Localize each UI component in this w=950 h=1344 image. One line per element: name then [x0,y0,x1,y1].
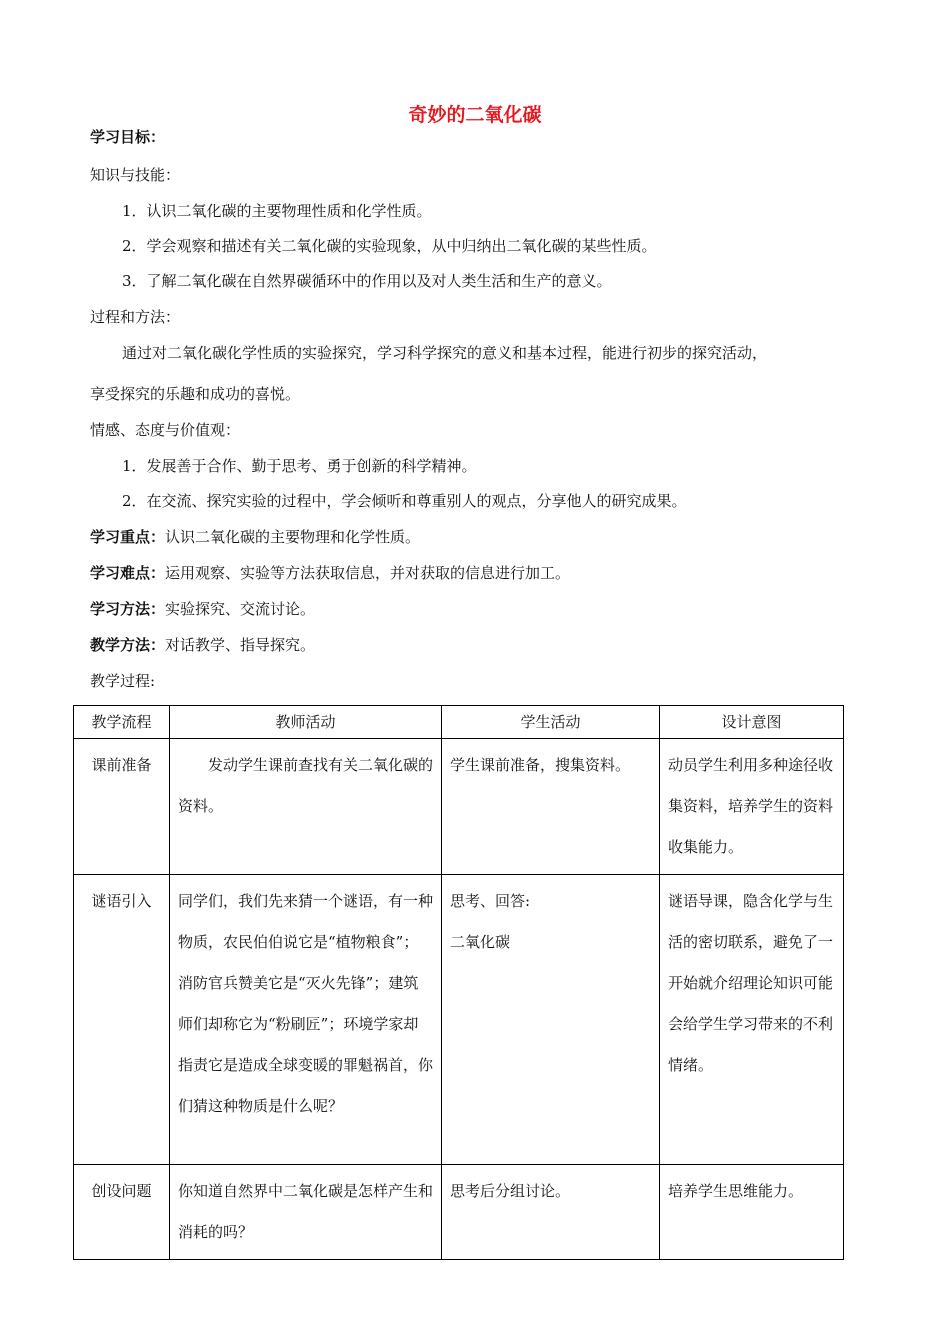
difficulty-line [90,563,570,583]
student-cell: 思考后分组讨论。 [442,1165,660,1260]
knowledge-item: 1．认识二氧化碳的主要物理性质和化学性质。 [122,202,432,220]
table-header-row [74,706,844,739]
page-title: 奇妙的二氧化碳 [408,104,542,126]
key-point-line [90,527,420,547]
learning-method-label: 学习方法： [90,600,166,618]
student-line: 二氧化碳 [450,933,511,951]
teaching-process-table [73,705,844,1260]
intent-cell: 培养学生思维能力。 [660,1165,844,1260]
process-text: 通过对二氧化碳化学性质的实验探究，学习科学探究的意义和基本过程，能进行初步的探究活动， [122,344,768,362]
objectives-heading: 学习目标： [90,128,166,146]
intent-cell: 动员学生利用多种途径收集资料，培养学生的资料收集能力。 [660,739,844,875]
student-cell [442,875,660,1165]
intent-cell: 谜语导课，隐含化学与生活的密切联系，避免了一开始就介绍理论知识可能会给学生学习带来的不利情绪。 [660,875,844,1165]
table-row [74,739,844,875]
header-teacher: 教师活动 [170,706,442,739]
teaching-method-line [90,635,315,655]
knowledge-item: 2．学会观察和描述有关二氧化碳的实验现象，从中归纳出二氧化碳的某些性质。 [122,237,657,255]
stage-cell: 创设问题 [74,1165,170,1260]
teaching-process-label: 教学过程: [90,672,156,690]
student-line: 思考、回答: [450,892,531,910]
teaching-method-text: 对话教学、指导探究。 [165,636,316,654]
teacher-cell: 你知道自然界中二氧化碳是怎样产生和消耗的吗？ [170,1165,442,1260]
difficulty-text: 运用观察、实验等方法获取信息，并对获取的信息进行加工。 [165,564,571,582]
stage-cell: 谜语引入 [74,875,170,1165]
learning-method-text: 实验探究、交流讨论。 [165,600,316,618]
header-stage: 教学流程 [74,706,170,739]
teacher-cell: 同学们，我们先来猜一个谜语，有一种物质，农民伯伯说它是“植物粮食”；消防官兵赞美它是“灭火先锋”；建筑师们却称它为“粉刷匠”；环境学家却指责它是造成全球变暖的罪魁祸首，你们猜这种物质是什么呢？ [170,875,442,1165]
learning-method-line [90,599,315,619]
emotion-item: 2．在交流、探究实验的过程中，学会倾听和尊重别人的观点，分享他人的研究成果。 [122,492,687,510]
teacher-cell: 发动学生课前查找有关二氧化碳的资料。 [170,739,442,875]
emotion-item: 1．发展善于合作、勤于思考、勇于创新的科学精神。 [122,457,477,475]
key-point-label: 学习重点： [90,528,166,546]
stage-cell: 课前准备 [74,739,170,875]
process-text: 享受探究的乐趣和成功的喜悦。 [90,385,301,403]
difficulty-label: 学习难点： [90,564,166,582]
emotion-heading: 情感、态度与价值观： [90,421,241,439]
process-heading: 过程和方法： [90,308,181,326]
teaching-method-label: 教学方法： [90,636,166,654]
table-row [74,1165,844,1260]
table-row [74,875,844,1165]
header-intent: 设计意图 [660,706,844,739]
knowledge-heading: 知识与技能： [90,166,181,184]
header-student: 学生活动 [442,706,660,739]
knowledge-item: 3．了解二氧化碳在自然界碳循环中的作用以及对人类生活和生产的意义。 [122,272,612,290]
key-point-text: 认识二氧化碳的主要物理和化学性质。 [165,528,421,546]
student-cell: 学生课前准备，搜集资料。 [442,739,660,875]
